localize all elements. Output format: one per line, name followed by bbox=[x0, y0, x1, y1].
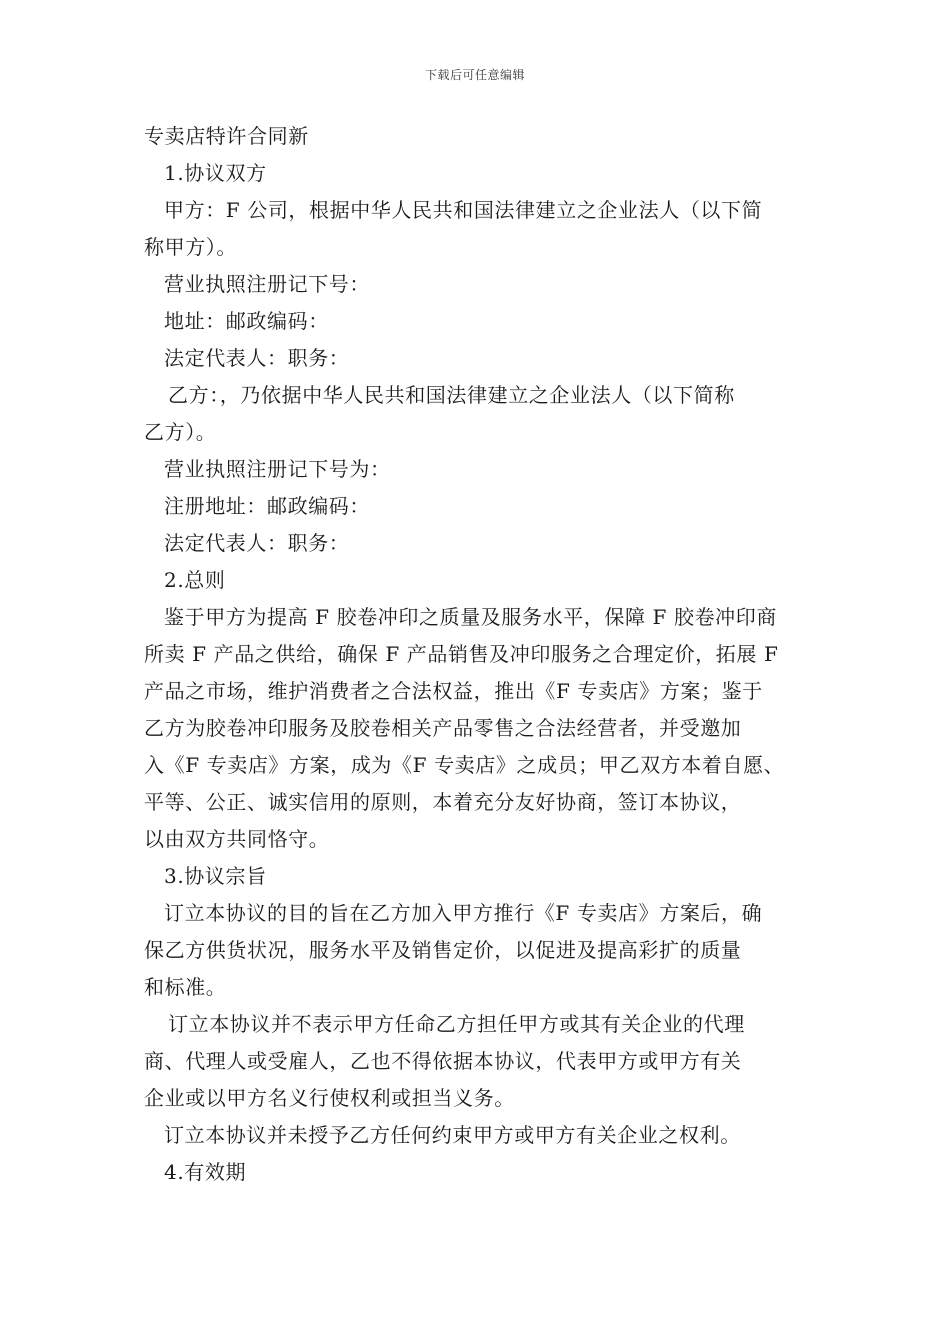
paragraph-line: 以由双方共同恪守。 bbox=[144, 827, 330, 851]
paragraph-line: 乙方）。 bbox=[144, 420, 217, 444]
document-title: 专卖店特许合同新 bbox=[144, 124, 309, 148]
section-heading-3: 3.协议宗旨 bbox=[164, 864, 267, 888]
paragraph-line: 保乙方供货状况，服务水平及销售定价，以促进及提高彩扩的质量 bbox=[144, 938, 742, 962]
paragraph-line: 法定代表人：职务： bbox=[164, 346, 350, 370]
section-heading-4: 4.有效期 bbox=[164, 1160, 247, 1184]
paragraph-line: 地址：邮政编码： bbox=[164, 309, 329, 333]
paragraph-line: 营业执照注册记下号为： bbox=[164, 457, 391, 481]
paragraph-line: 入《F 专卖店》方案，成为《F 专卖店》之成员；甲乙双方本着自愿、 bbox=[144, 753, 785, 777]
paragraph-line: 订立本协议并未授予乙方任何约束甲方或甲方有关企业之权利。 bbox=[164, 1123, 741, 1147]
paragraph-line: 注册地址：邮政编码： bbox=[164, 494, 370, 518]
paragraph-line: 法定代表人：职务： bbox=[164, 531, 350, 555]
page-header-note: 下载后可任意编辑 bbox=[424, 68, 525, 82]
section-heading-1: 1.协议双方 bbox=[164, 161, 267, 185]
paragraph-line: 平等、公正、诚实信用的原则，本着充分友好协商，签订本协议， bbox=[144, 790, 742, 814]
paragraph-line: 订立本协议的目的旨在乙方加入甲方推行《F 专卖店》方案后，确 bbox=[164, 901, 763, 925]
paragraph-line: 鉴于甲方为提高 F 胶卷冲印之质量及服务水平，保障 F 胶卷冲印商 bbox=[164, 605, 777, 629]
paragraph-line: 乙方：，乃依据中华人民共和国法律建立之企业法人（以下简称 bbox=[168, 383, 735, 407]
paragraph-line: 产品之市场，维护消费者之合法权益，推出《F 专卖店》方案；鉴于 bbox=[144, 679, 763, 703]
paragraph-line: 商、代理人或受雇人，乙也不得依据本协议，代表甲方或甲方有关 bbox=[144, 1049, 742, 1073]
paragraph-line: 乙方为胶卷冲印服务及胶卷相关产品零售之合法经营者，并受邀加 bbox=[144, 716, 742, 740]
paragraph-line: 甲方：F 公司，根据中华人民共和国法律建立之企业法人（以下简 bbox=[164, 198, 763, 222]
paragraph-line: 所卖 F 产品之供给，确保 F 产品销售及冲印服务之合理定价，拓展 F bbox=[144, 642, 779, 666]
document-body bbox=[144, 118, 808, 1191]
section-heading-2: 2.总则 bbox=[164, 568, 226, 592]
paragraph-line: 称甲方）。 bbox=[144, 235, 237, 259]
paragraph-line: 订立本协议并不表示甲方任命乙方担任甲方或其有关企业的代理 bbox=[168, 1012, 745, 1036]
paragraph-line: 营业执照注册记下号： bbox=[164, 272, 370, 296]
paragraph-line: 和标准。 bbox=[144, 975, 227, 999]
paragraph-line: 企业或以甲方名义行使权利或担当义务。 bbox=[144, 1086, 515, 1110]
